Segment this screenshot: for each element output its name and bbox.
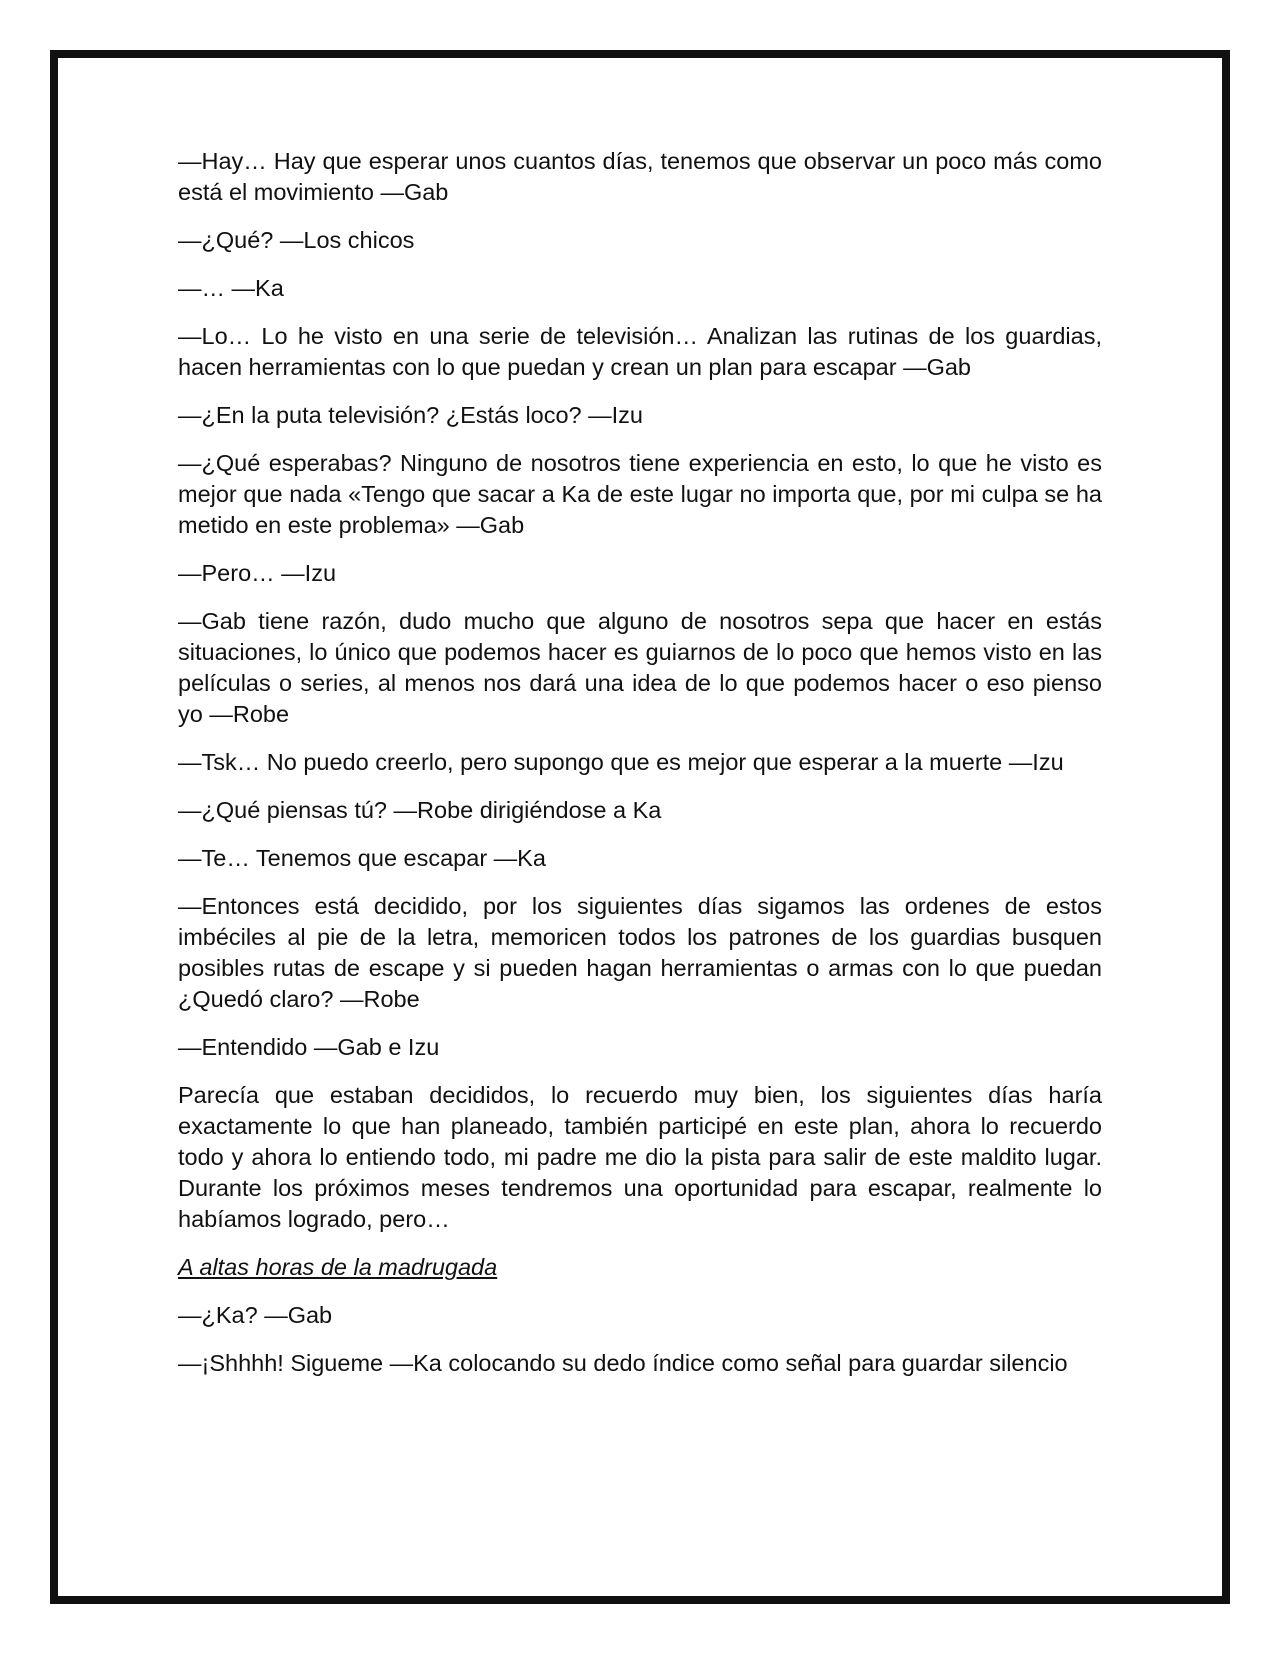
paragraph: —Pero… —Izu (178, 560, 337, 586)
paragraph: —Tsk… No puedo creerlo, pero supongo que es mejor que esperar a la muerte —Izu (178, 749, 1064, 775)
paragraph: —¿Qué? —Los chicos (178, 227, 415, 253)
paragraph: —Gab tiene razón, dudo mucho que alguno de nosotros sepa que hacer en estás situaciones, lo único que podemos hacer es guiarnos de lo poco que hemos visto en las películas o series, al menos nos dará una idea de lo que podemos hacer o eso pienso yo —Robe (178, 608, 1102, 727)
scene-heading-text: A altas horas de la madrugada (178, 1254, 498, 1280)
document-body (178, 146, 1102, 1396)
paragraph: —¡Shhhh! Sigueme —Ka colocando su dedo índice como señal para guardar silencio (178, 1350, 1068, 1376)
paragraph: —¿Ka? —Gab (178, 1302, 333, 1328)
scene-heading (178, 1252, 1102, 1283)
paragraph: —Hay… Hay que esperar unos cuantos días, tenemos que observar un poco más como está el movimiento —Gab (178, 148, 1102, 205)
paragraph: —Te… Tenemos que escapar —Ka (178, 845, 546, 871)
paragraph: —Lo… Lo he visto en una serie de televisión… Analizan las rutinas de los guardias, hacen herramientas con lo que puedan y crean un plan para escapar —Gab (178, 323, 1102, 380)
paragraph: —¿Qué piensas tú? —Robe dirigiéndose a Ka (178, 797, 662, 823)
paragraph: —¿Qué esperabas? Ninguno de nosotros tiene experiencia en esto, lo que he visto es mejor que nada «Tengo que sacar a Ka de este lugar no importa que, por mi culpa se ha metido en este problema» —Gab (178, 450, 1102, 538)
paragraph: —Entendido —Gab e Izu (178, 1034, 440, 1060)
paragraph: Parecía que estaban decididos, lo recuerdo muy bien, los siguientes días haría exactamente lo que han planeado, también participé en este plan, ahora lo recuerdo todo y ahora lo entiendo todo, mi padre me dio la pista para salir de este maldito lugar. Durante los próximos meses tendremos una oportunidad para escapar, realmente lo habíamos logrado, pero… (178, 1082, 1102, 1232)
paragraph: —… —Ka (178, 275, 284, 301)
paragraph: —Entonces está decidido, por los siguientes días sigamos las ordenes de estos imbéciles al pie de la letra, memoricen todos los patrones de los guardias busquen posibles rutas de escape y si pueden hagan herramientas o armas con lo que puedan ¿Quedó claro? —Robe (178, 893, 1102, 1012)
paragraph: —¿En la puta televisión? ¿Estás loco? —Izu (178, 402, 643, 428)
